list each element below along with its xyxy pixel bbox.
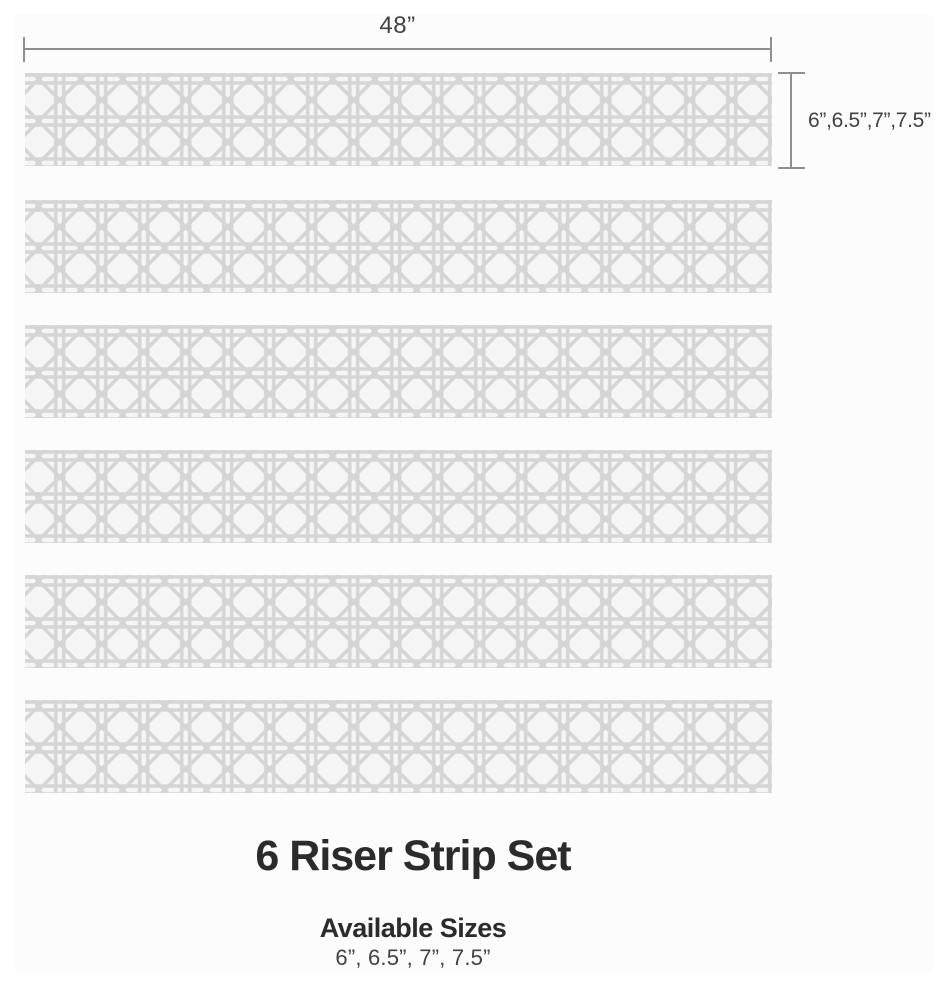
dimension-tick-left	[23, 37, 25, 62]
riser-strip	[25, 700, 772, 793]
height-dimension-rule	[790, 73, 792, 168]
height-dimension-label: 6”,6.5”,7”,7.5”	[808, 108, 931, 132]
width-dimension-label: 48”	[379, 12, 416, 39]
width-dimension-line	[23, 48, 772, 50]
cane-webbing-texture	[25, 325, 772, 418]
cane-webbing-texture	[25, 700, 772, 793]
riser-strip	[25, 575, 772, 668]
riser-strip	[25, 73, 772, 166]
product-title: 6 Riser Strip Set	[255, 832, 571, 880]
cane-webbing-texture	[25, 73, 772, 166]
height-dimension-line	[778, 72, 805, 169]
riser-strip	[25, 450, 772, 543]
cane-webbing-texture	[25, 450, 772, 543]
cane-webbing-texture	[25, 575, 772, 668]
available-sizes-values: 6”, 6.5”, 7”, 7.5”	[335, 945, 491, 970]
dimension-tick-bottom	[778, 167, 805, 169]
cane-webbing-texture	[25, 200, 772, 293]
riser-strip	[25, 200, 772, 293]
available-sizes-heading: Available Sizes	[319, 913, 507, 943]
dimension-tick-right	[770, 37, 772, 62]
riser-strip	[25, 325, 772, 418]
